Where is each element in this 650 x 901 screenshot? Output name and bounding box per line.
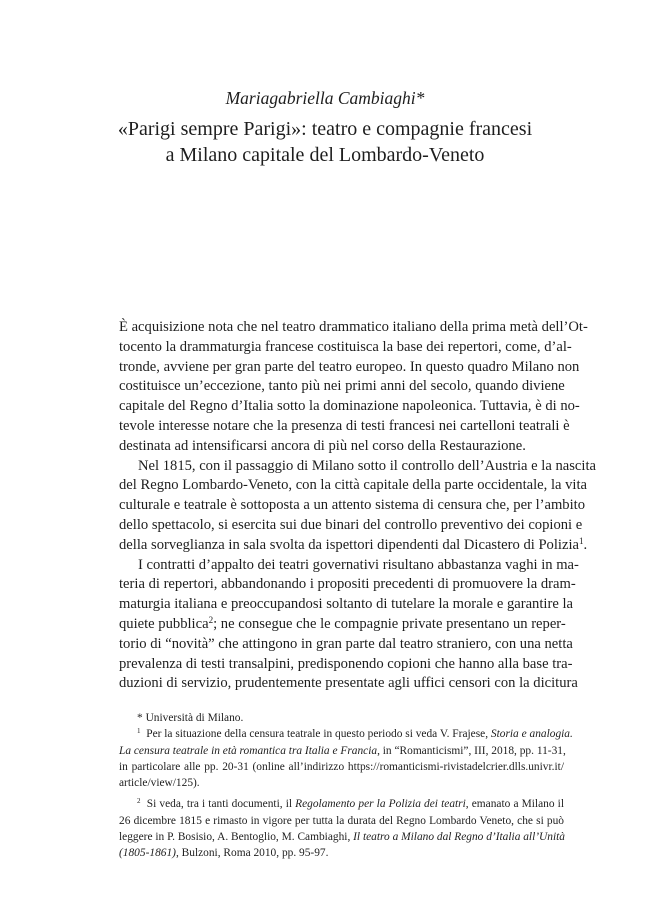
footnote-ref-2[interactable]: 2: [208, 614, 214, 625]
text-line: costituisce un’eccezione, tanto più nei primi anni del secolo, quando diviene: [119, 378, 565, 395]
author-text: Mariagabriella Cambiaghi: [225, 88, 416, 108]
footnote-text: , Bulzoni, Roma 2010, pp. 95-97.: [175, 847, 329, 860]
text-line: del Regno Lombardo-Veneto, con la città capitale della parte occidentale, la vita: [119, 477, 588, 494]
text-line: tocento la drammaturgia francese costituisca la base dei repertori, come, d’al-: [119, 338, 572, 355]
footnote-2-line: [119, 845, 564, 861]
text-line: Nel 1815, con il passaggio di Milano sotto il controllo dell’Austria e la nascita: [138, 457, 596, 474]
text-line: maturgia italiana e preoccupandosi soltanto di tutelare la morale e garantire la: [119, 596, 573, 613]
footnote-italic: (1805-1861): [119, 847, 176, 860]
title-line-1: «Parigi sempre Parigi»: teatro e compagnie francesi: [117, 118, 533, 140]
footnote-mark: *: [137, 712, 143, 724]
footnotes: [119, 710, 573, 862]
footnote-text: Per la situazione della censura teatrale in questo periodo si veda V. Frajese,: [146, 728, 491, 741]
footnote-2-line: [119, 796, 564, 812]
footnote-1-line: [119, 743, 564, 759]
footnote-1-line[interactable]: in particolare alle pp. 20-31 (online all’indirizzo https://romanticismi-rivistadelcrier.dlls.univr.it/: [119, 760, 564, 773]
footnote-text: Si veda, tra i tanti documenti, il: [146, 798, 296, 811]
text-line: culturale e teatrale è sottoposta a un attento sistema di censura che, per l’ambito: [119, 497, 586, 514]
author-footnote-mark: *: [415, 88, 425, 108]
text-line: destinata ad intensificarsi ancora di più nel corso della Restaurazione.: [119, 437, 526, 454]
title-line-2: a Milano capitale del Lombardo-Veneto: [165, 144, 485, 166]
footnote-1-line[interactable]: article/view/125).: [119, 777, 200, 790]
text-line: della sorveglianza in sala svolta da ispettori dipendenti dal Dicastero di Polizia$^1$.: [119, 535, 588, 553]
footnote-text: , in “Romanticismi”, III, 2018, pp. 11-31,: [377, 744, 566, 757]
text-segment: quiete pubblica: [119, 615, 209, 632]
text-line: prevalenza di testi transalpini, predisponendo copioni che hanno alla base tra-: [119, 655, 573, 672]
text-line: tevole interesse notare che la presenza di testi francesi nei cartelloni teatrali è: [119, 417, 570, 434]
footnote-1-mark: 1: [137, 727, 141, 736]
footnote-italic: Regolamento per la Polizia dei teatri: [295, 798, 466, 811]
text-line: I contratti d’appalto dei teatri governativi risultano abbastanza vaghi in ma-: [138, 556, 579, 573]
text-line: [119, 615, 564, 635]
footnote-2-mark: 2: [137, 797, 141, 806]
body-text: [119, 318, 596, 694]
text-line: capitale del Regno d’Italia sotto la dominazione napoleonica. Tuttavia, è di no-: [119, 398, 580, 415]
footnote-italic: Storia e analogia.: [490, 728, 573, 741]
footnote-ref-1[interactable]: 1: [578, 535, 584, 546]
text-line: teria di repertori, abbandonando i propositi precedenti di promuovere la dram-: [119, 576, 576, 593]
footnote-affiliation: [119, 710, 564, 726]
footnote-2-line: [119, 829, 564, 845]
footnote-1-line: [119, 726, 573, 742]
text-line: duzioni di servizio, prudentemente presentate agli uffici censori con la dicitura: [119, 675, 578, 692]
footnote-2-line: 26 dicembre 1815 e rimasto in vigore per tutta la durata del Regno Lombardo Veneto, che si può: [119, 814, 564, 827]
footnote-text: Università di Milano.: [145, 712, 244, 724]
text-segment: ; ne consegue che le compagnie private presentano un reper-: [213, 615, 566, 632]
text-line: dello spettacolo, si esercita sui due binari del controllo preventivo dei copioni e: [119, 516, 583, 533]
text-line: tronde, avviene per gran parte del teatro europeo. In questo quadro Milano non: [119, 358, 580, 375]
footnote-italic: Il teatro a Milano dal Regno d’Italia all’Unità: [353, 831, 566, 844]
text-segment: della sorveglianza in sala svolta da ispettori dipendenti dal Dicastero di Polizia: [119, 536, 579, 553]
footnote-text: leggere in P. Bosisio, A. Bentoglio, M. Cambiaghi,: [119, 831, 354, 844]
text-line: torio di “novità” che attingono in gran parte dal teatro straniero, con una netta: [119, 635, 573, 652]
article-title: [0, 116, 650, 168]
text-line: È acquisizione nota che nel teatro drammatico italiano della prima metà dell’Ot-: [119, 319, 588, 335]
footnote-italic: La censura teatrale in età romantica tra Italia e Francia: [119, 744, 378, 757]
author-name: [0, 88, 650, 109]
footnote-text: , emanato a Milano il: [465, 798, 564, 811]
